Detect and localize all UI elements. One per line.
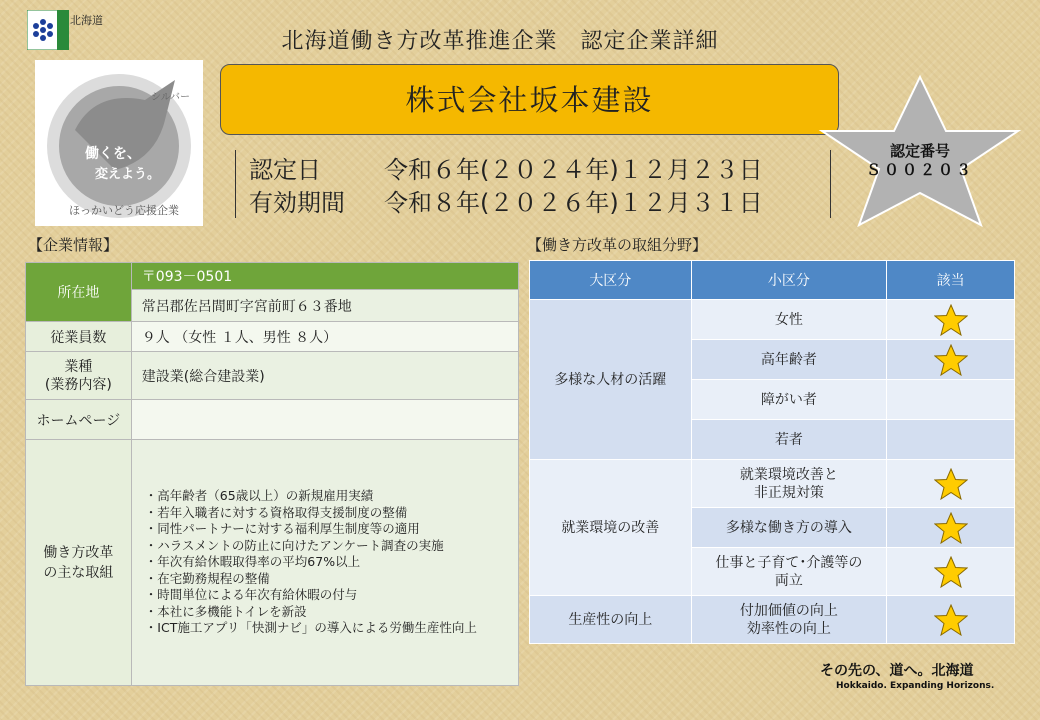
- group-productivity: 生産性の向上: [530, 596, 692, 644]
- minor-env-improvement: [691, 460, 887, 508]
- list-item: ・同性パートナーに対する福利厚生制度等の適用: [144, 521, 420, 537]
- minor-env-improvement-line-2: 非正規対策: [753, 484, 824, 501]
- table-row: [26, 263, 519, 290]
- certification-number-value: Ｓ００２０３: [865, 161, 974, 179]
- homepage-value[interactable]: [131, 400, 518, 440]
- minor-value-added: [691, 596, 887, 644]
- list-item: ・若年入職者に対する資格取得支援制度の整備: [144, 504, 408, 520]
- minor-work-life-balance-line-1: 仕事と子育て･介護等の: [715, 554, 863, 571]
- certification-date-row: [249, 150, 763, 185]
- efforts-label-line-1: 働き方改革: [43, 544, 114, 561]
- certification-number-label: 認定番号: [889, 142, 950, 160]
- minor-work-life-balance-line-2: 両立: [774, 572, 803, 589]
- star-icon: [887, 468, 1014, 500]
- table-row: [26, 352, 519, 400]
- employees-value: ９人 （女性 １人、男性 ８人）: [131, 322, 518, 352]
- minor-value-added-line-2: 効率性の向上: [746, 620, 831, 637]
- star-icon: [887, 512, 1014, 544]
- col-applicable: 該当: [887, 261, 1015, 300]
- efforts-label-line-2: の主な取組: [43, 564, 114, 581]
- star-icon: [887, 304, 1014, 336]
- minor-env-improvement-line-1: 就業環境改善と: [739, 466, 838, 483]
- applicable-cell: [887, 508, 1015, 548]
- industry-label-line-1: 業種: [64, 358, 93, 375]
- certification-date-label: 認定日: [249, 156, 321, 184]
- footer-slogan: その先の、道へ。北海道: [820, 663, 974, 679]
- fields-heading: 【働き方改革の取組分野】: [527, 236, 708, 254]
- footer-slogan-en: Hokkaido. Expanding Horizons.: [836, 681, 995, 691]
- applicable-cell: [887, 596, 1015, 644]
- list-item: ・時間単位による年次有給休暇の付与: [144, 587, 358, 603]
- list-item: ・年次有給休暇取得率の平均67%以上: [144, 554, 361, 570]
- applicable-cell: [887, 300, 1015, 340]
- certification-date-value: 令和６年(２０２４年)１２月２３日: [384, 156, 763, 184]
- efforts-label: [26, 440, 132, 686]
- applicable-cell: [887, 340, 1015, 380]
- address: 常呂郡佐呂間町字宮前町６３番地: [131, 290, 518, 322]
- validity-row: [249, 183, 763, 218]
- page-title: 北海道働き方改革推進企業 認定企業詳細: [281, 29, 719, 54]
- table-header-row: [530, 261, 1015, 300]
- star-icon: [887, 604, 1014, 636]
- postal-code: 〒093－0501: [131, 263, 518, 290]
- minor-women: 女性: [691, 300, 887, 340]
- badge-ribbon: シルバー: [151, 92, 191, 103]
- table-row: [26, 440, 519, 686]
- efforts-list: [132, 488, 518, 637]
- col-major: 大区分: [530, 261, 692, 300]
- company-info-table: [25, 262, 519, 686]
- badge-text-1: 働くを、: [85, 146, 141, 162]
- minor-value-added-line-1: 付加価値の向上: [739, 602, 838, 619]
- company-name: 株式会社坂本建設: [220, 64, 839, 135]
- table-row: [530, 460, 1015, 508]
- applicable-cell: [887, 420, 1015, 460]
- certification-badge: [35, 60, 203, 226]
- efforts-value: [131, 440, 518, 686]
- list-item: ・本社に多機能トイレを新設: [144, 603, 307, 619]
- validity-value: 令和８年(２０２６年)１２月３１日: [384, 189, 763, 217]
- minor-elderly: 高年齢者: [691, 340, 887, 380]
- table-row: [26, 322, 519, 352]
- minor-work-life-balance: [691, 548, 887, 596]
- company-info-heading: 【企業情報】: [28, 236, 119, 254]
- applicable-cell: [887, 380, 1015, 420]
- list-item: ・高年齢者（65歳以上）の新規雇用実績: [144, 488, 374, 504]
- star-icon: [887, 344, 1014, 376]
- minor-disabled: 障がい者: [691, 380, 887, 420]
- group-work-environment: 就業環境の改善: [530, 460, 692, 596]
- industry-label: [26, 352, 132, 400]
- badge-text-2: 変えよう。: [95, 167, 161, 182]
- industry-label-line-2: (業務内容): [44, 376, 112, 393]
- table-row: [530, 596, 1015, 644]
- validity-label: 有効期間: [249, 189, 345, 217]
- minor-diverse-work: 多様な働き方の導入: [691, 508, 887, 548]
- table-row: [26, 400, 519, 440]
- table-row: [530, 300, 1015, 340]
- fields-table: [529, 260, 1015, 644]
- certification-dates: [235, 150, 831, 218]
- badge-arc-text: ほっかいどう応援企業: [69, 204, 179, 217]
- list-item: ・在宅勤務規程の整備: [144, 570, 270, 586]
- group-diverse-talent: 多様な人材の活躍: [530, 300, 692, 460]
- employees-label: 従業員数: [26, 322, 132, 352]
- certification-number: [855, 142, 985, 180]
- applicable-cell: [887, 460, 1015, 508]
- star-icon: [887, 556, 1014, 588]
- homepage-label: ホームページ: [26, 400, 132, 440]
- hokkaido-logo-text: 北海道: [70, 14, 103, 27]
- list-item: ・ICT施工アプリ「快測ナビ」の導入による労働生産性向上: [144, 620, 477, 636]
- minor-youth: 若者: [691, 420, 887, 460]
- location-label: 所在地: [26, 263, 132, 322]
- industry-value: 建設業(総合建設業): [131, 352, 518, 400]
- col-minor: 小区分: [691, 261, 887, 300]
- applicable-cell: [887, 548, 1015, 596]
- list-item: ・ハラスメントの防止に向けたアンケート調査の実施: [144, 537, 444, 553]
